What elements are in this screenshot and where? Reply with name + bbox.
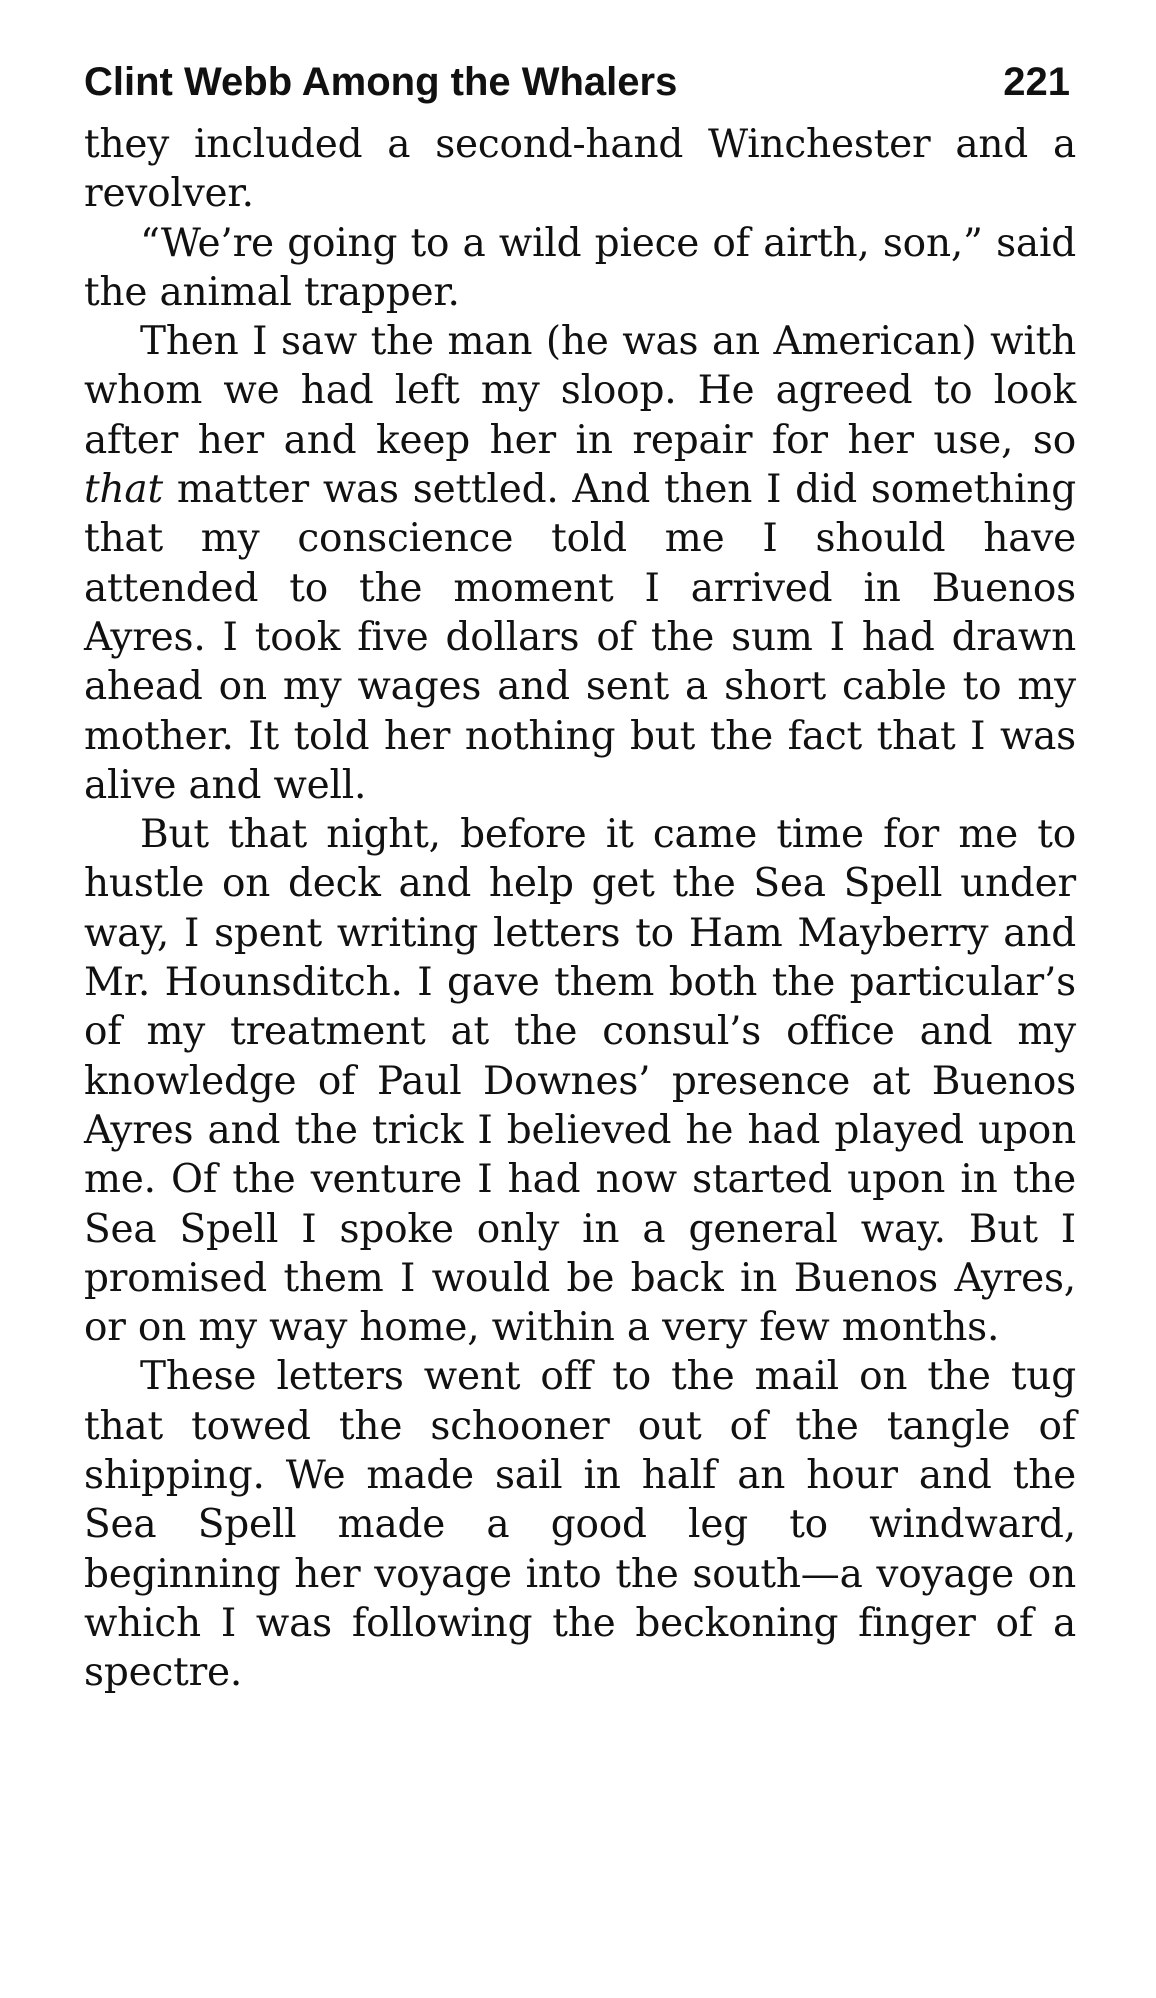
- book-page: [84, 52, 1076, 1698]
- paragraph-letters: But that night, before it came time for me to hustle on deck and help get the Sea Spell under way, I spent writing letters to Ham Mayberry and Mr. Hounsditch. I gave them both the particular’s of my treatment at the consul’s office and my knowledge of Paul Downes’ presence at Buenos Ayres and the trick I believed he had played upon me. Of the venture I had now started upon in the Sea Spell I spoke only in a general way. But I promised them I would be back in Buenos Ayres, or on my way home, within a very few months.: [84, 812, 1076, 1351]
- emphasized-word: that: [84, 467, 163, 513]
- paragraph-text-end: matter was settled. And then I did something that my conscience told me I should have attended to the moment I arrived in Buenos Ayres. I took five dollars of the sum I had drawn ahead on my wages and sent a short cable to my mother. It told her nothing but the fact that I was alive and well.: [84, 467, 1076, 808]
- body-text: [84, 120, 1076, 1698]
- paragraph-departure: These letters went off to the mail on the tug that towed the schooner out of the tangle of shipping. We made sail in half an hour and the Sea Spell made a good leg to windward, beginning her voyage into the south—a voyage on which I was following the beckoning finger of a spectre.: [84, 1354, 1076, 1696]
- paragraph-text-start: Then I saw the man (he was an American) with whom we had left my sloop. He agreed to look after her and keep her in repair for her use, so: [84, 319, 1076, 463]
- page-number: 221: [1003, 60, 1070, 104]
- paragraph-dialogue: “We’re going to a wild piece of airth, son,” said the animal trapper.: [84, 220, 1076, 315]
- paragraph-sloop-and-cable: [84, 317, 1076, 810]
- running-head: [84, 52, 1076, 112]
- running-head-title: Clint Webb Among the Whalers: [84, 60, 678, 104]
- paragraph-continued: they included a second-hand Winchester and a revolver.: [84, 122, 1076, 217]
